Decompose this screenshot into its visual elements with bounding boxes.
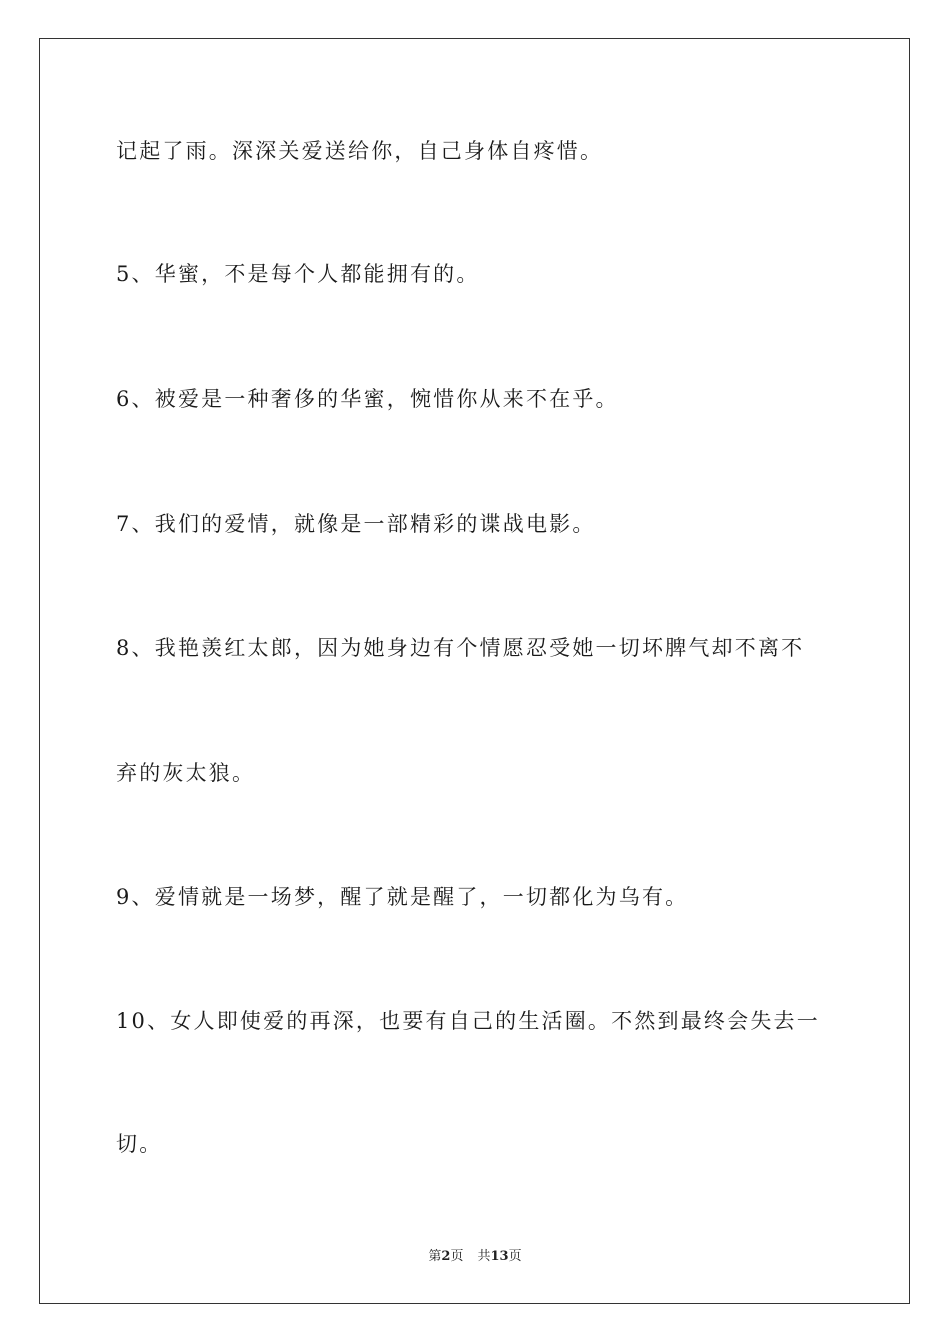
text-line: 7、我们的爱情，就像是一部精彩的谍战电影。	[116, 512, 596, 536]
page-label-suffix: 页	[450, 1249, 464, 1264]
text-line: 5、华蜜，不是每个人都能拥有的。	[116, 262, 480, 286]
text-line: 6、被爱是一种奢侈的华蜜，惋惜你从来不在乎。	[116, 387, 619, 411]
total-label-prefix: 共	[477, 1249, 491, 1264]
total-label-suffix: 页	[508, 1249, 522, 1264]
text-line: 弃的灰太狼。	[116, 761, 256, 785]
text-line: 9、爱情就是一场梦，醒了就是醒了，一切都化为乌有。	[116, 885, 689, 909]
page-footer	[0, 1248, 950, 1266]
text-line: 切。	[116, 1132, 163, 1156]
total-pages: 13	[490, 1249, 509, 1264]
text-line: 8、我艳羡红太郎，因为她身边有个情愿忍受她一切坏脾气却不离不	[116, 636, 805, 660]
page-label-prefix: 第	[428, 1249, 442, 1264]
text-line: 记起了雨。深深关爱送给你，自己身体自疼惜。	[116, 139, 604, 163]
text-line: 10、女人即使爱的再深，也要有自己的生活圈。不然到最终会失去一	[116, 1009, 820, 1033]
page-number: 2	[441, 1249, 451, 1264]
page-border	[39, 38, 910, 1304]
